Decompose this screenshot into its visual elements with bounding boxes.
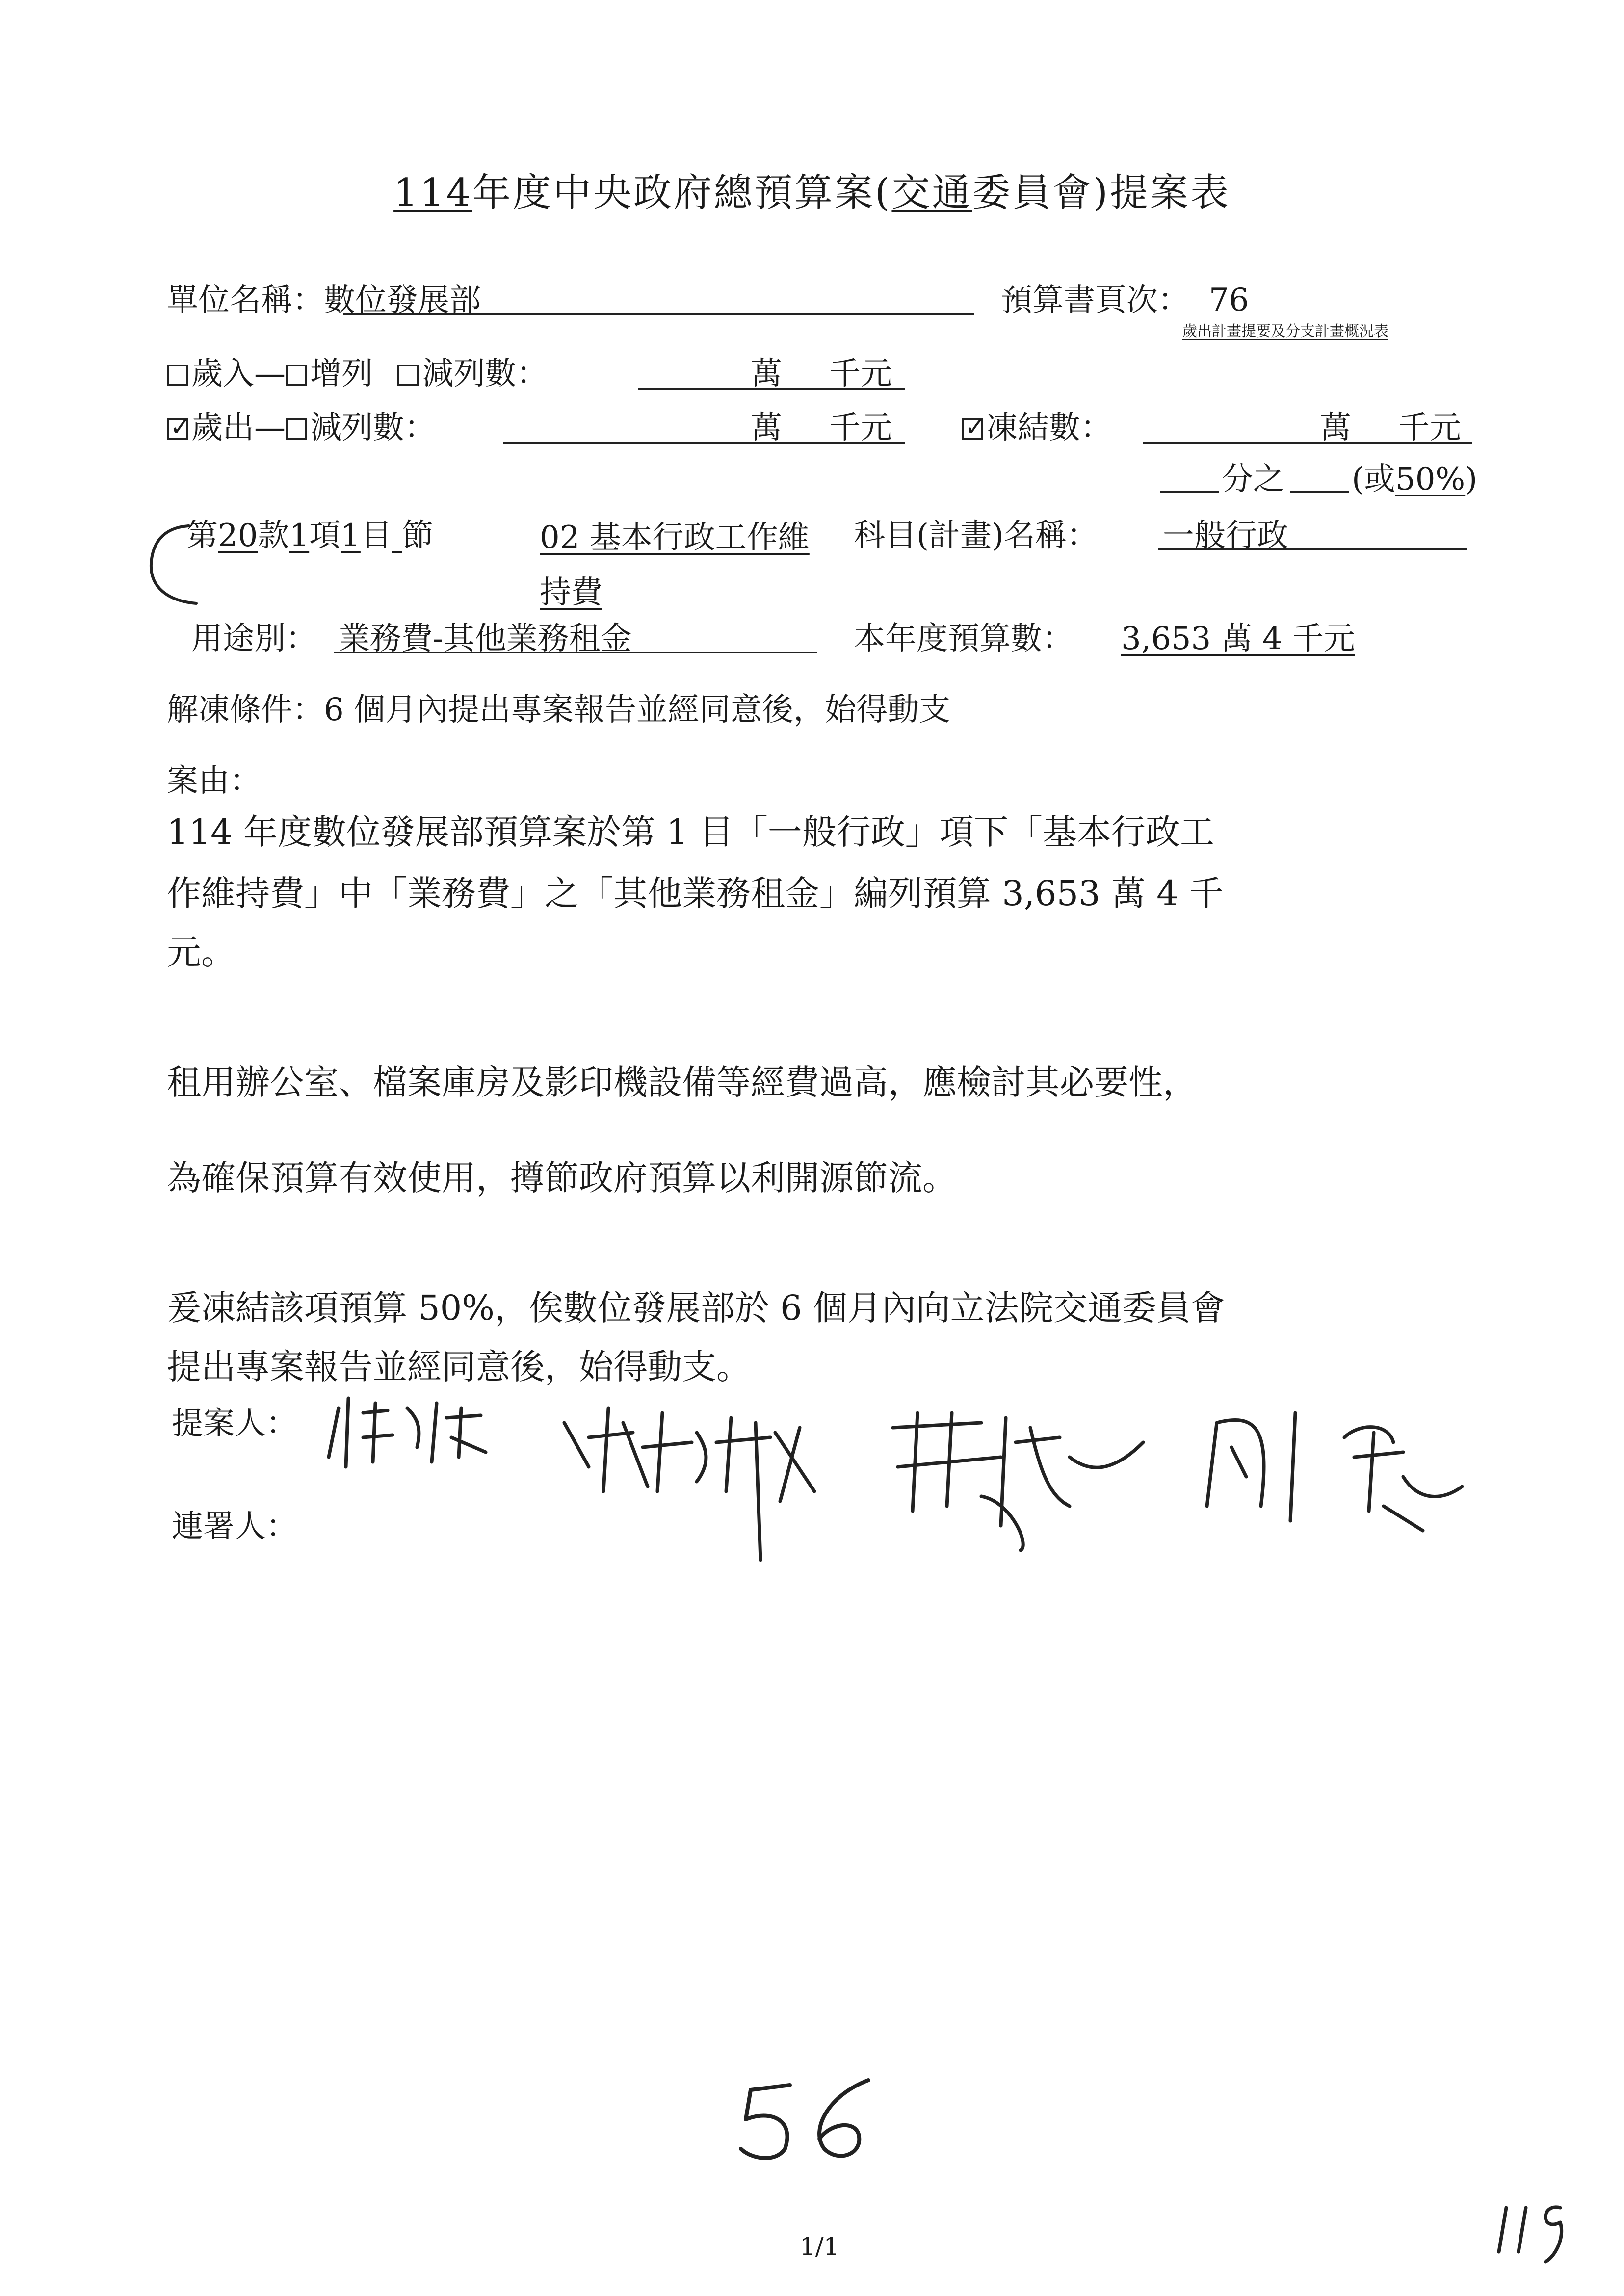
expenditure-qian: 千元 [829, 410, 892, 446]
reason-p4-line1: 爰凍結該項預算 50%，俟數位發展部於 6 個月內向立法院交通委員會 [167, 1288, 1225, 1328]
reason-p1-line3: 元。 [167, 932, 236, 972]
revenue-label: 歲入 [191, 356, 254, 392]
expenditure-decrease-label: 減列數： [310, 410, 436, 446]
revenue-checkbox [167, 365, 188, 386]
usage-value: 業務費-其他業務租金 [339, 621, 632, 657]
title-part1: 年度中央政府總預算案( [472, 171, 892, 215]
subject-label: 科目(計畫)名稱： [854, 518, 1098, 554]
reason-label: 案由： [167, 763, 261, 799]
fraction-blank-1 [1160, 491, 1219, 493]
fraction-blank-2 [1290, 491, 1349, 493]
reason-p3: 為確保預算有效使用，撙節政府預算以利開源節流。 [167, 1158, 957, 1198]
reason-p4-line2: 提出專案報告並經同意後，始得動支。 [167, 1347, 751, 1387]
unfreeze-value: 6 個月內提出專案報告並經同意後，始得動支 [324, 692, 951, 728]
revenue-decrease-label: 減列數： [422, 356, 548, 392]
expenditure-label: 歲出 [191, 410, 254, 446]
freeze-wan: 萬 [1320, 410, 1351, 446]
budget-label: 本年度預算數： [854, 621, 1074, 657]
freeze-percent: 50% [1395, 461, 1466, 497]
expenditure-decrease-checkbox [286, 418, 307, 440]
subject-value: 一般行政 [1163, 518, 1288, 554]
kuan-value: 20 [218, 518, 258, 554]
page-title [0, 162, 1624, 217]
unit-value: 數位發展部 [324, 282, 481, 318]
usage-underline [334, 652, 817, 653]
jie-value: 02 基本行政工作維持費 [540, 520, 810, 611]
usage-label: 用途別： [191, 621, 317, 657]
fraction-text: 分之 [1222, 461, 1284, 497]
unit-underline [343, 313, 974, 315]
item-row: 第20款1項1目 節 [186, 518, 434, 554]
increase-checkbox [286, 365, 307, 386]
freeze-checkbox [962, 418, 983, 440]
page-ref-row [1001, 275, 1249, 320]
page-number: 1/1 [800, 2232, 839, 2261]
expenditure-row: ✓歲出— 減列數： [167, 402, 436, 447]
title-part2: 委員會)提案表 [972, 171, 1231, 215]
signature-1 [319, 1388, 525, 1477]
freeze-qian: 千元 [1398, 410, 1461, 446]
title-committee: 交通 [891, 171, 972, 215]
page-ref-note: 歲出計畫提要及分支計畫概況表 [1182, 323, 1388, 340]
increase-label: 增列 [310, 356, 373, 392]
budget-value: 3,653 萬 4 千元 [1121, 621, 1355, 657]
unfreeze-label: 解凍條件： [167, 692, 324, 728]
reason-p2: 租用辦公室、檔案庫房及影印機設備等經費過高，應檢討其必要性， [167, 1062, 1197, 1102]
freeze-row [962, 402, 1112, 447]
revenue-decrease-checkbox [397, 365, 419, 386]
freeze-label: 凍結數： [986, 410, 1112, 446]
page-ref-label: 預算書頁次： [1001, 282, 1189, 318]
xiang-value: 1 [289, 518, 310, 554]
reason-p1-line1: 114 年度數位發展部預算案於第 1 目「一般行政」項下「基本行政工 [167, 812, 1214, 852]
revenue-wan: 萬 [751, 356, 782, 392]
page-ref-value: 76 [1209, 282, 1249, 318]
freeze-percent-row: (或50%) [1352, 461, 1478, 497]
revenue-row: 歲入— 增列 減列數： [167, 348, 548, 393]
signature-4 [1197, 1393, 1472, 1550]
signature-2 [550, 1393, 864, 1570]
mu-value: 1 [341, 518, 361, 554]
title-year: 114 [393, 171, 472, 215]
reason-p1-line2: 作維持費」中「業務費」之「其他業務租金」編列預算 3,653 萬 4 千 [167, 873, 1224, 913]
signature-3 [883, 1398, 1158, 1555]
proposer-label: 提案人： [172, 1406, 297, 1442]
cosigner-label: 連署人： [172, 1509, 297, 1545]
unit-label: 單位名稱： [167, 282, 324, 318]
handwritten-page-mark [731, 2065, 888, 2173]
expenditure-checkbox [167, 418, 188, 440]
or-text: (或 [1352, 461, 1395, 497]
unfreeze-row [167, 684, 950, 730]
expenditure-wan: 萬 [751, 410, 782, 446]
subject-underline [1158, 548, 1467, 550]
revenue-qian: 千元 [829, 356, 892, 392]
corner-number-mark [1492, 2193, 1590, 2271]
